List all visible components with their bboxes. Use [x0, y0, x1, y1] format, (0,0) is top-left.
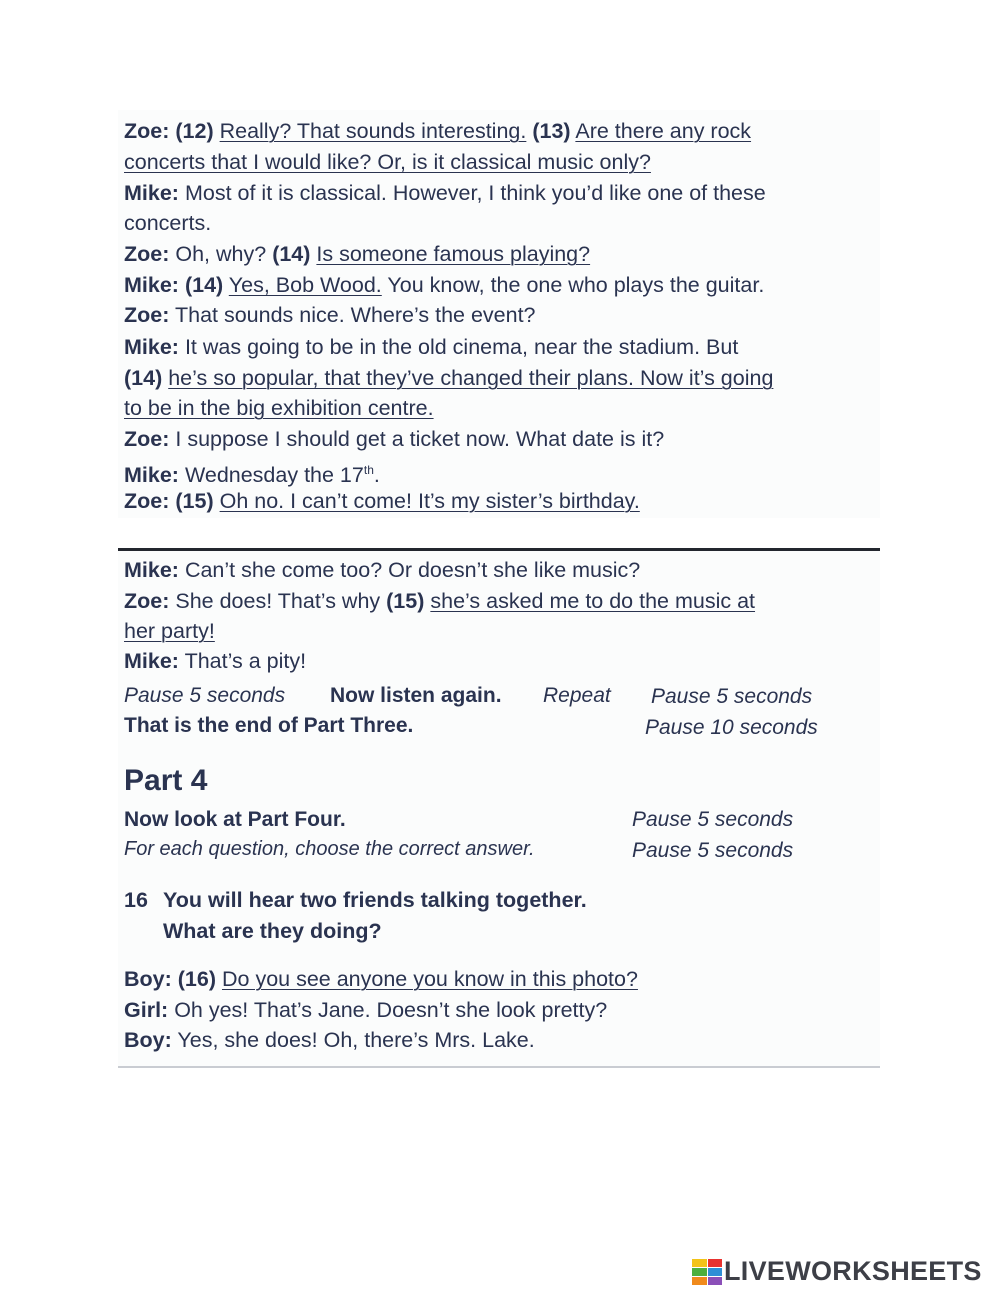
dialogue-line — [124, 300, 536, 330]
answer-number: (12) — [175, 119, 214, 143]
ordinal-suffix: th — [363, 463, 374, 477]
part-four-instruction: Now look at Part Four. — [124, 808, 346, 831]
dialogue-line — [124, 555, 640, 585]
question-text: What are they doing? — [163, 919, 382, 943]
liveworksheets-logo[interactable] — [692, 1256, 982, 1287]
answer-number: (14) — [124, 366, 163, 390]
liveworksheets-logo-icon — [692, 1259, 722, 1285]
answer-text: to be in the big exhibition centre. — [124, 396, 434, 420]
line-text: Yes, she does! Oh, there’s Mrs. Lake. — [177, 1028, 535, 1052]
speaker: Mike: — [124, 558, 179, 582]
dialogue-line — [124, 646, 306, 676]
speaker: Zoe: — [124, 242, 170, 266]
answer-text: Do you see anyone you know in this photo? — [221, 967, 638, 991]
speaker: Mike: — [124, 273, 179, 297]
end-of-part-three: That is the end of Part Three. — [124, 714, 414, 737]
dialogue-line — [124, 208, 211, 238]
line-text: Wednesday the 17 — [184, 463, 364, 488]
line-text: Most of it is classical. However, I think you’d like one of these — [184, 181, 766, 205]
speaker: Boy: — [124, 1028, 172, 1052]
speaker: Zoe: — [124, 489, 170, 513]
answer-text: concerts that I would like? Or, is it classical music only? — [124, 150, 651, 174]
answer-number: (14) — [272, 242, 311, 266]
answer-number: (15) — [175, 489, 214, 513]
speaker: Zoe: — [124, 119, 170, 143]
dialogue-line — [124, 332, 738, 362]
line-text: She does! That’s why — [175, 589, 381, 613]
dialogue-line — [124, 239, 590, 269]
pause-instruction: Pause 10 seconds — [645, 716, 818, 739]
answer-text: Yes, Bob Wood. — [228, 273, 382, 297]
line-text: I suppose I should get a ticket now. What date is it? — [175, 427, 665, 451]
answer-number: (15) — [386, 589, 425, 613]
pause-instruction: Pause 5 seconds — [651, 685, 813, 708]
pause-instruction: Pause 5 seconds — [632, 808, 794, 831]
pause-instruction: Pause 5 seconds — [124, 684, 286, 707]
dialogue-line — [124, 147, 651, 177]
dialogue-line — [124, 424, 664, 454]
speaker: Mike: — [124, 335, 179, 359]
answer-number: (16) — [177, 967, 216, 991]
speaker: Girl: — [124, 998, 169, 1022]
line-text: That’s a pity! — [184, 649, 307, 673]
speaker: Mike: — [124, 649, 179, 673]
answer-text: Are there any rock — [575, 119, 752, 143]
speaker: Mike: — [124, 463, 179, 488]
dialogue-line — [124, 616, 215, 646]
dialogue-line — [124, 178, 766, 208]
speaker: Boy: — [124, 967, 172, 991]
answer-number: (13) — [532, 119, 571, 143]
dialogue-line — [124, 116, 751, 146]
dialogue-line — [124, 1025, 535, 1055]
dialogue-line — [124, 363, 773, 393]
line-text: Oh yes! That’s Jane. Doesn’t she look pretty? — [174, 998, 608, 1022]
question-number: 16 — [124, 888, 148, 912]
line-text: It was going to be in the old cinema, near the stadium. But — [184, 335, 739, 359]
answer-text: she’s asked me to do the music at — [430, 589, 756, 613]
dialogue-line — [124, 586, 755, 616]
speaker: Zoe: — [124, 589, 170, 613]
logo-text: LIVEWORKSHEETS — [724, 1256, 982, 1286]
dialogue-line — [124, 455, 380, 490]
answer-text: Oh no. I can’t come! It’s my sister’s birthday. — [219, 489, 640, 513]
question-instruction: For each question, choose the correct answer. — [124, 838, 535, 860]
speaker: Zoe: — [124, 303, 170, 327]
pause-instruction: Pause 5 seconds — [632, 839, 794, 862]
answer-text: Really? That sounds interesting. — [219, 119, 527, 143]
speaker: Mike: — [124, 181, 179, 205]
line-end: . — [373, 463, 380, 488]
part-heading: Part 4 — [124, 764, 208, 797]
line-text: That sounds nice. Where’s the event? — [174, 303, 536, 327]
answer-text: Is someone famous playing? — [316, 242, 591, 266]
dialogue-line — [124, 995, 607, 1025]
repeat-instruction: Repeat — [543, 684, 611, 707]
dialogue-line — [124, 270, 764, 300]
listen-again-instruction: Now listen again. — [330, 684, 502, 707]
line-text: Oh, why? — [175, 242, 267, 266]
question-text: You will hear two friends talking together. — [163, 888, 587, 912]
dialogue-line — [124, 393, 434, 423]
speaker: Zoe: — [124, 427, 170, 451]
line-text: concerts. — [124, 211, 212, 235]
answer-text: her party! — [124, 619, 215, 643]
answer-text: he’s so popular, that they’ve changed their plans. Now it’s going — [168, 366, 774, 390]
line-text: Can’t she come too? Or doesn’t she like music? — [184, 558, 641, 582]
line-text: You know, the one who plays the guitar. — [387, 273, 765, 297]
dialogue-line — [124, 486, 640, 516]
answer-number: (14) — [184, 273, 224, 297]
dialogue-line — [124, 964, 638, 994]
